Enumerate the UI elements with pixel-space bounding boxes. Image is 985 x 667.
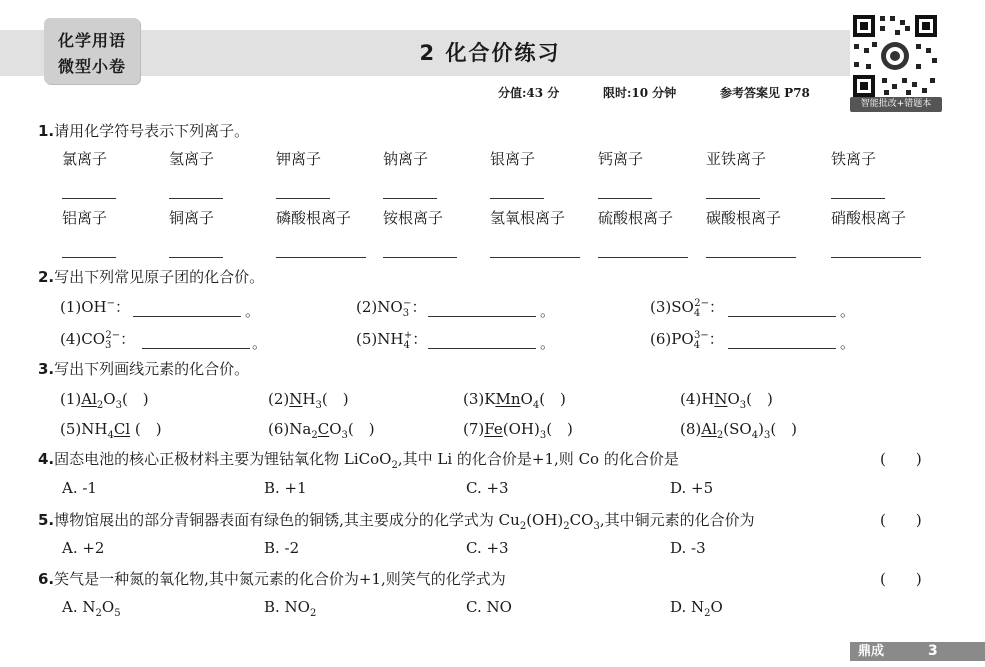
q2-item-1: (1)OH−： — [60, 298, 131, 316]
answer-blank[interactable] — [490, 257, 580, 258]
q2-item-6: $(6)PO_4^{3-}$： — [650, 330, 724, 351]
question-5-text-b: ,其中铜元素的化合价为 — [599, 511, 755, 529]
question-3-text: 写出下列画线元素的化合价。 — [54, 360, 250, 378]
question-6-text: 笑气是一种氮的氧化物,其中氮元素的化合价为+1,则笑气的化学式为 — [54, 570, 506, 588]
ion-label: 氢离子 — [169, 150, 215, 168]
section-badge — [44, 18, 140, 84]
question-5: 5.博物馆展出的部分青铜器表面有绿色的铜锈,其主要成分的化学式为 $Cu_2(OH)_2CO_3$,其中铜元素的化合价为 — [38, 511, 755, 532]
question-5-number: 5. — [38, 511, 55, 529]
question-1-number: 1. — [38, 122, 55, 140]
answer-blank[interactable] — [276, 257, 366, 258]
q3-item-6: $(6)Na_2CO_3$( ) — [268, 420, 375, 441]
answer-blank[interactable] — [831, 198, 885, 199]
page-number: 3 — [928, 643, 938, 659]
answer-blank[interactable] — [169, 198, 223, 199]
question-2-text: 写出下列常见原子团的化合价。 — [54, 268, 265, 286]
question-3-number: 3. — [38, 360, 55, 378]
q3-item-3: (3)KMnO$_4$( ) — [463, 390, 566, 411]
answer-blank[interactable] — [169, 257, 223, 258]
option-c[interactable]: C. +3 — [466, 479, 509, 497]
ion-label: 碳酸根离子 — [706, 209, 782, 227]
ion-label: 银离子 — [490, 150, 536, 168]
answer-reference: 参考答案见 P78 — [720, 86, 810, 100]
answer-blank[interactable] — [62, 198, 116, 199]
question-1-text: 请用化学符号表示下列离子。 — [54, 122, 250, 140]
ion-label: 铵根离子 — [383, 209, 444, 227]
question-4-number: 4. — [38, 450, 55, 468]
q2-item-3: $(3)SO_4^{2-}$： — [650, 298, 724, 319]
ion-label: 铝离子 — [62, 209, 108, 227]
option-b[interactable]: B. $NO_2$ — [264, 598, 317, 619]
answer-blank[interactable] — [383, 257, 457, 258]
ion-label: 铜离子 — [169, 209, 215, 227]
qr-caption: 智能批改+错题本 — [850, 97, 942, 112]
option-a[interactable]: A. $N_2O_5$ — [62, 598, 121, 619]
q3-item-8: $(8)Al_2(SO_4)_3$( ) — [680, 420, 798, 441]
q2-item-4: $(4)CO_3^{2-}$： — [60, 330, 136, 351]
option-a[interactable]: A. -1 — [62, 479, 97, 497]
badge-line1: 化学用语 — [57, 31, 126, 50]
answer-paren[interactable]: ( ) — [880, 450, 922, 468]
q3-item-2: $(2)NH_3$( ) — [268, 390, 349, 411]
ion-label: 钙离子 — [598, 150, 644, 168]
ion-label: 硫酸根离子 — [598, 209, 674, 227]
q3-item-7: $(7)Fe(OH)_3$( ) — [463, 420, 573, 441]
answer-blank[interactable] — [598, 257, 688, 258]
answer-blank[interactable] — [728, 348, 836, 349]
ion-label: 氢氧根离子 — [490, 209, 566, 227]
period: 。 — [540, 302, 556, 320]
question-2-number: 2. — [38, 268, 55, 286]
answer-blank[interactable] — [428, 316, 536, 317]
q3-item-1: $(1)Al_2O_3$( ) — [60, 390, 149, 411]
period: 。 — [540, 334, 556, 352]
page-title: 2 化合价练习 — [419, 41, 561, 65]
period: 。 — [840, 334, 856, 352]
question-4-text-b: ,其中 Li 的化合价是+1,则 Co 的化合价是 — [397, 450, 679, 468]
question-6-number: 6. — [38, 570, 55, 588]
ion-label: 硝酸根离子 — [831, 209, 907, 227]
question-6 — [38, 568, 506, 589]
q3-item-4: $(4)HNO_3$( ) — [680, 390, 773, 411]
answer-blank[interactable] — [428, 348, 536, 349]
option-d[interactable]: D. -3 — [670, 539, 706, 557]
period: 。 — [252, 334, 268, 352]
ion-label: 亚铁离子 — [706, 150, 767, 168]
question-3 — [38, 358, 249, 379]
answer-blank[interactable] — [831, 257, 921, 258]
q2-item-2: $(2)NO_3^-$： — [356, 298, 427, 319]
option-d[interactable]: D. $N_2O$ — [670, 598, 723, 619]
q2-item-5: $(5)NH_4^+$： — [356, 330, 428, 351]
question-4-text-a: 固态电池的核心正极材料主要为锂钴氧化物 LiCoO — [54, 450, 392, 468]
answer-paren[interactable]: ( ) — [880, 570, 922, 588]
answer-blank[interactable] — [142, 348, 250, 349]
option-b[interactable]: B. -2 — [264, 539, 300, 557]
answer-blank[interactable] — [490, 198, 544, 199]
ion-label: 铁离子 — [831, 150, 877, 168]
answer-blank[interactable] — [383, 198, 437, 199]
question-4: 4.固态电池的核心正极材料主要为锂钴氧化物 LiCoO$_2$,其中 Li 的化合价是+1,则 Co 的化合价是 — [38, 450, 679, 471]
question-1 — [38, 120, 249, 141]
answer-paren[interactable]: ( ) — [880, 511, 922, 529]
ion-label: 钠离子 — [383, 150, 429, 168]
answer-blank[interactable] — [706, 198, 760, 199]
footer-brand: 鼎成 — [858, 644, 885, 659]
answer-blank[interactable] — [276, 198, 330, 199]
answer-blank[interactable] — [133, 316, 241, 317]
option-c[interactable]: C. +3 — [466, 539, 509, 557]
answer-blank[interactable] — [706, 257, 796, 258]
answer-blank[interactable] — [62, 257, 116, 258]
option-b[interactable]: B. +1 — [264, 479, 307, 497]
answer-blank[interactable] — [728, 316, 836, 317]
option-a[interactable]: A. +2 — [62, 539, 105, 557]
question-5-text-a: 博物馆展出的部分青铜器表面有绿色的铜锈,其主要成分的化学式为 Cu — [54, 511, 520, 529]
q3-item-5: $(5)NH_4Cl$ ( ) — [60, 420, 162, 441]
question-2 — [38, 266, 264, 287]
qr-code-graphic — [850, 12, 940, 100]
answer-blank[interactable] — [598, 198, 652, 199]
score-label: 分值:43 分 — [498, 86, 560, 100]
ion-label: 氯离子 — [62, 150, 108, 168]
option-c[interactable]: C. NO — [466, 598, 512, 616]
qr-code[interactable] — [850, 12, 940, 100]
option-d[interactable]: D. +5 — [670, 479, 714, 497]
badge-line2: 微型小卷 — [57, 57, 126, 76]
time-limit-label: 限时:10 分钟 — [603, 86, 677, 100]
ion-label: 磷酸根离子 — [276, 209, 352, 227]
period: 。 — [245, 302, 261, 320]
period: 。 — [840, 302, 856, 320]
ion-label: 钾离子 — [276, 150, 322, 168]
